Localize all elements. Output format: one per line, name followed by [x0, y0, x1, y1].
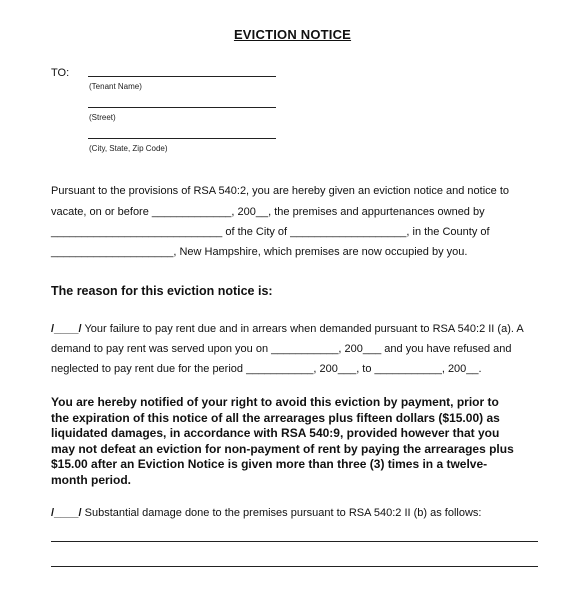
reason-1-line-1	[51, 323, 524, 335]
tenant-name-line	[88, 76, 276, 77]
payment-notice-line: You are hereby notified of your right to avoid this eviction by payment, prior to	[51, 395, 499, 409]
reason-1-text: Your failure to pay rent due and in arrears when demanded pursuant to RSA 540:2 II (a). A	[81, 323, 524, 335]
payment-notice-paragraph	[51, 395, 551, 488]
reason-1-line-3: neglected to pay rent due for the period ___________, 200___, to ___________, 200__.	[51, 363, 482, 375]
reason-2-checkbox-mark: /____/	[51, 507, 82, 519]
street-caption: (Street)	[89, 113, 116, 122]
reason-2-text: Substantial damage done to the premises pursuant to RSA 540:2 II (b) as follows:	[81, 507, 482, 519]
reason-1-checkbox-mark: /____/	[51, 323, 82, 335]
reason-1-line-2: demand to pay rent was served upon you on ___________, 200___ and you have refused and	[51, 343, 512, 355]
street-line	[88, 107, 276, 108]
pursuant-line-2: vacate, on or before _____________, 200__, the premises and appurtenances owned by	[51, 206, 485, 218]
to-label: TO:	[51, 67, 70, 79]
city-state-zip-caption: (City, State, Zip Code)	[89, 144, 168, 153]
tenant-name-caption: (Tenant Name)	[89, 82, 142, 91]
pursuant-line-4: ____________________, New Hampshire, which premises are now occupied by you.	[51, 246, 468, 258]
payment-notice-line: month period.	[51, 472, 131, 487]
reason-heading: The reason for this eviction notice is:	[51, 284, 273, 298]
pursuant-line-1: Pursuant to the provisions of RSA 540:2, you are hereby given an eviction notice and notice to	[51, 185, 510, 197]
city-state-zip-line	[88, 138, 276, 139]
payment-notice-line: the expiration of this notice of all the arrearages plus fifteen dollars ($15.00) as	[51, 410, 500, 425]
payment-notice-line: $15.00 after an Eviction Notice is given more than three (3) times in a twelve-	[51, 457, 488, 471]
reason-2-line	[51, 507, 482, 519]
payment-notice-line: may not defeat an eviction for non-payment of rent by paying the arrearages plus	[51, 441, 514, 456]
payment-notice-line: liquidated damages, in accordance with RSA 540:9, provided however that you	[51, 426, 500, 440]
document-title: EVICTION NOTICE	[233, 27, 352, 42]
damage-description-line-1	[51, 541, 538, 542]
pursuant-line-3: ____________________________ of the City of ___________________, in the County of	[51, 226, 490, 238]
damage-description-line-2	[51, 566, 538, 567]
